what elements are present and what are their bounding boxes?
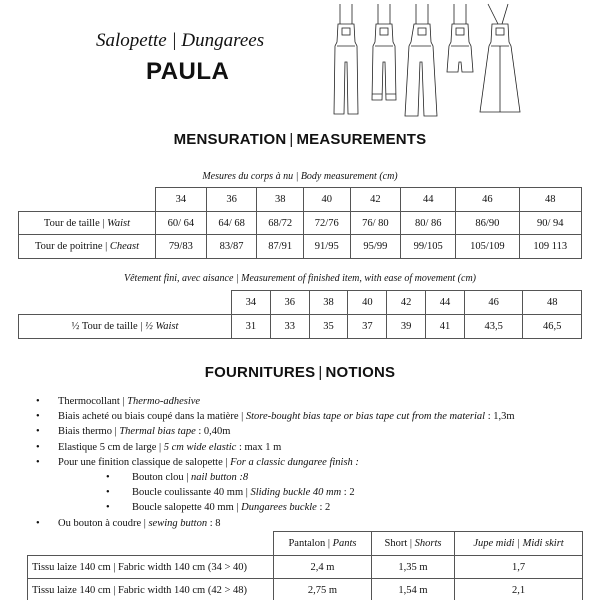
value-cell: 99/105 bbox=[401, 235, 456, 259]
value-cell: 1,7 bbox=[455, 555, 583, 579]
row-label: Tissu laize 140 cm | Fabric width 140 cm (42 > 48) bbox=[28, 579, 274, 600]
bullet-icon: • bbox=[106, 471, 110, 483]
value-cell: 68/72 bbox=[257, 211, 304, 235]
value-cell: 105/109 bbox=[456, 235, 519, 259]
value-cell: 2,75 m bbox=[274, 579, 372, 600]
table-row bbox=[19, 315, 582, 339]
size-cell: 38 bbox=[309, 291, 348, 315]
size-cell: 44 bbox=[426, 291, 465, 315]
size-cell: 34 bbox=[232, 291, 271, 315]
row-label: ½ Tour de taille | ½ Waist bbox=[19, 315, 232, 339]
bullet-icon: • bbox=[36, 396, 40, 407]
size-cell: 34 bbox=[156, 188, 207, 212]
list-item: • Bouton clou | nail button :8 bbox=[0, 470, 600, 485]
value-cell: 64/ 68 bbox=[206, 211, 257, 235]
list-item: • Biais thermo | Thermal bias tape : 0,40m bbox=[0, 424, 600, 439]
bullet-icon: • bbox=[36, 517, 40, 529]
size-cell: 40 bbox=[348, 291, 387, 315]
bullet-icon: • bbox=[106, 502, 110, 514]
table-row bbox=[28, 579, 583, 600]
bullet-icon: • bbox=[106, 487, 110, 499]
column-header-pants: Pantalon | Pants bbox=[274, 532, 372, 556]
list-item: • Biais acheté ou biais coupé dans la matière | Store-bought bias tape or bias tape cut from the material : 1,3m bbox=[0, 409, 600, 424]
notions-heading-en: NOTIONS bbox=[325, 364, 396, 381]
fabric-table bbox=[27, 531, 583, 600]
row-label: Tissu laize 140 cm | Fabric width 140 cm (34 > 40) bbox=[28, 555, 274, 579]
column-header-midi-skirt: Jupe midi | Midi skirt bbox=[455, 532, 583, 556]
value-cell: 76/ 80 bbox=[350, 211, 401, 235]
value-cell: 41 bbox=[426, 315, 465, 339]
table-row bbox=[19, 235, 582, 259]
dungarees-long-icon bbox=[334, 4, 358, 114]
list-item: • Boucle salopette 40 mm | Dungarees buckle : 2 bbox=[0, 500, 600, 515]
size-cell: 46 bbox=[464, 291, 523, 315]
size-cell: 42 bbox=[350, 188, 401, 212]
finished-measurement-table bbox=[18, 290, 582, 339]
value-cell: 33 bbox=[270, 315, 309, 339]
value-cell: 87/91 bbox=[257, 235, 304, 259]
value-cell: 109 113 bbox=[519, 235, 581, 259]
body-measurement-caption: Mesures du corps à nu | Body measurement (cm) bbox=[202, 171, 398, 182]
pattern-subtitle: Salopette | Dungarees bbox=[96, 30, 265, 51]
value-cell: 90/ 94 bbox=[519, 211, 581, 235]
size-cell: 48 bbox=[523, 291, 582, 315]
value-cell: 31 bbox=[232, 315, 271, 339]
value-cell: 1,35 m bbox=[371, 555, 454, 579]
list-item: • Elastique 5 cm de large | 5 cm wide elastic : max 1 m bbox=[0, 440, 600, 455]
notions-heading-fr: FOURNITURES bbox=[204, 364, 316, 381]
dungarees-skirt-icon bbox=[480, 4, 520, 112]
value-cell: 43,5 bbox=[464, 315, 523, 339]
list-item: • Pour une finition classique de salopette | For a classic dungaree finish : bbox=[0, 455, 600, 470]
pattern-title: PAULA bbox=[146, 58, 230, 85]
table-header-row bbox=[28, 532, 583, 556]
value-cell: 83/87 bbox=[206, 235, 257, 259]
dungarees-cropped-icon bbox=[372, 4, 396, 100]
dungarees-wide-icon bbox=[405, 4, 437, 116]
notions-list bbox=[0, 394, 600, 531]
row-label: Tour de poitrine | Cheast bbox=[19, 235, 156, 259]
size-cell: 46 bbox=[456, 188, 519, 212]
size-cell: 36 bbox=[206, 188, 257, 212]
list-item: • Boucle coulissante 40 mm | Sliding buckle 40 mm : 2 bbox=[0, 485, 600, 500]
bullet-icon: • bbox=[36, 441, 40, 453]
value-cell: 39 bbox=[387, 315, 426, 339]
value-cell: 37 bbox=[348, 315, 387, 339]
value-cell: 72/76 bbox=[303, 211, 350, 235]
measurements-heading: MENSURATION | MEASUREMENTS bbox=[173, 131, 427, 148]
value-cell: 35 bbox=[309, 315, 348, 339]
size-cell: 36 bbox=[270, 291, 309, 315]
size-cell: 44 bbox=[401, 188, 456, 212]
table-row bbox=[28, 555, 583, 579]
garment-drawings bbox=[330, 2, 530, 120]
table-row bbox=[19, 211, 582, 235]
table-header-row bbox=[19, 291, 582, 315]
value-cell: 1,54 m bbox=[371, 579, 454, 600]
value-cell: 2,4 m bbox=[274, 555, 372, 579]
list-item: • Ou bouton à coudre | sewing button : 8 bbox=[0, 516, 600, 531]
measurements-heading-fr: MENSURATION bbox=[173, 131, 287, 148]
value-cell: 86/90 bbox=[456, 211, 519, 235]
size-cell: 48 bbox=[519, 188, 581, 212]
bullet-icon: • bbox=[36, 426, 40, 438]
finished-measurement-caption: Vêtement fini, avec aisance | Measurement of finished item, with ease of movement (cm) bbox=[124, 273, 476, 284]
table-header-row bbox=[19, 188, 582, 212]
bullet-icon: • bbox=[36, 456, 40, 468]
row-label: Tour de taille | Waist bbox=[19, 211, 156, 235]
value-cell: 2,1 bbox=[455, 579, 583, 600]
column-header-shorts: Short | Shorts bbox=[371, 532, 454, 556]
measurements-heading-en: MEASUREMENTS bbox=[296, 131, 427, 148]
dungarees-shorts-icon bbox=[447, 4, 473, 72]
value-cell: 46,5 bbox=[523, 315, 582, 339]
bullet-icon: • bbox=[36, 411, 40, 423]
size-cell: 38 bbox=[257, 188, 304, 212]
value-cell: 91/95 bbox=[303, 235, 350, 259]
notions-heading: FOURNITURES | NOTIONS bbox=[204, 364, 396, 381]
value-cell: 60/ 64 bbox=[156, 211, 207, 235]
value-cell: 80/ 86 bbox=[401, 211, 456, 235]
list-item: • Thermocollant | Thermo-adhesive bbox=[0, 394, 600, 409]
body-measurement-table bbox=[18, 187, 582, 259]
value-cell: 79/83 bbox=[156, 235, 207, 259]
size-cell: 42 bbox=[387, 291, 426, 315]
value-cell: 95/99 bbox=[350, 235, 401, 259]
size-cell: 40 bbox=[303, 188, 350, 212]
